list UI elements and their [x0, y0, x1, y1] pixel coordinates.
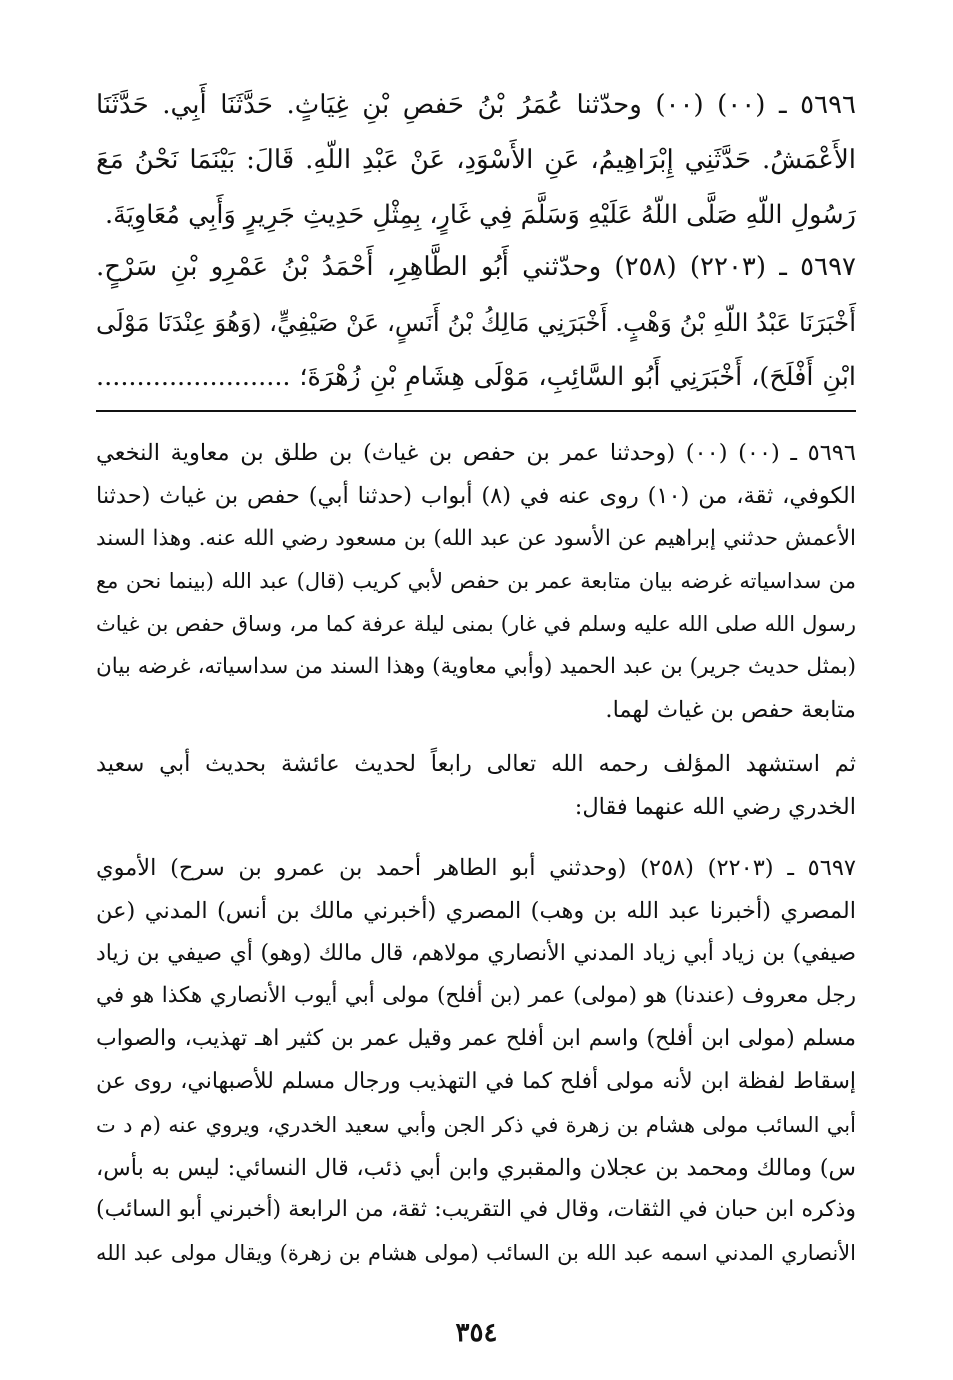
- commentary-line: مسلم (مولى ابن أفلح) واسم ابن أفلح عمر وقيل عمر بن كثير اهـ تهذيب، والصواب: [96, 1026, 856, 1052]
- hadith-line: رَسُولِ اللّهِ صَلَّى اللّهُ عَلَيْهِ وَسَلَّمَ فِي غَارٍ، بِمِثْلِ حَدِيثِ جَرِيرٍ وَأَبِي مُعَاوِيَةَ.: [105, 200, 856, 230]
- hadith-line: أَخْبَرَنَا عَبْدُ اللّهِ بْنُ وَهْبٍ. أَخْبَرَنِي مَالِكُ بْنُ أَنَسٍ، عَنْ صَيْفِيٍّ، (وَهُوَ عِنْدَنَا مَوْلَى: [96, 308, 856, 337]
- commentary-line: وذكره ابن حبان في الثقات، وقال في التقريب: ثقة، من الرابعة (أخبرني أبو السائب): [96, 1197, 856, 1223]
- commentary-line: إسقاط لفظة ابن لأنه مولى أفلح كما في التهذيب ورجال مسلم للأصبهاني، روى عن: [96, 1068, 856, 1094]
- hadith-line: الأَعْمَشُ. حَدَّثَنِي إِبْرَاهِيمُ، عَنِ الأَسْوَدِ، عَنْ عَبْدِ اللّهِ. قَالَ: بَيْنَمَا نَحْنُ مَعَ: [96, 145, 856, 175]
- commentary-line: ٥٦٩٦ ـ (٠٠) (٠٠) (وحدثنا عمر بن حفص بن غياث) بن طلق بن معاوية النخعي: [96, 440, 856, 466]
- commentary-line: الخدري رضي الله عنهما فقال:: [574, 793, 856, 820]
- footnote-divider: [96, 410, 856, 412]
- commentary-line: (بمثل حديث جرير) بن عبد الحميد (وأبي معاوية) وهذا السند من سداسياته، غرضه بيان: [96, 653, 856, 679]
- commentary-line: أبي السائب مولى هشام بن زهرة في ذكر الجن وأبي سعيد الخدري، ويروي عنه (م د ت: [96, 1112, 856, 1137]
- page-number: ٣٥٤: [455, 1318, 498, 1348]
- commentary-line: الأنصاري المدني اسمه عبد الله بن السائب (مولى هشام بن زهرة) ويقال مولى عبد الله: [96, 1241, 856, 1266]
- commentary-line: ٥٦٩٧ ـ (٢٢٠٣) (٢٥٨) (وحدثني أبو الطاهر أحمد بن عمرو بن سرح) الأموي: [96, 855, 856, 881]
- commentary-line: ثم استشهد المؤلف رحمه الله تعالى رابعاً لحديث عائشة بحديث أبي سعيد: [96, 751, 856, 777]
- commentary-line: من سداسياته غرضه بيان متابعة عمر بن حفص لأبي كريب (قال) عبد الله (بينما نحن مع: [96, 569, 856, 594]
- commentary-line: رسول الله صلى الله عليه وسلم في غار) بمنى ليلة عرفة كما مر، وساق حفص بن غياث: [96, 612, 856, 637]
- commentary-intro: [96, 743, 856, 829]
- commentary-line: رجل معروف (عندنا) هو (مولى) عمر (بن أفلح) مولى أبي أيوب الأنصاري هكذا هو في: [96, 983, 856, 1009]
- commentary-line: الكوفي، ثقة، من (١٠) روى عنه في (٨) أبواب (حدثنا أبي) حفص بن غياث (حدثنا: [96, 482, 857, 509]
- hadith-line: ٥٦٩٧ ـ (٢٢٠٣) (٢٥٨) وحدّثني أَبُو الطَّاهِرِ، أَحْمَدُ بْنُ عَمْرِو بْنِ سَرْحٍ.: [96, 252, 856, 282]
- hadith-line: ابْنِ أَفْلَحَ)، أَخْبَرَنِي أَبُو السَّائِبِ، مَوْلَى هِشَامِ بْنِ زُهْرَةَ؛ ........................: [96, 362, 856, 392]
- commentary-line: صيفي) بن زياد أبي زياد المدني الأنصاري مولاهم، قال مالك (وهو) أي صيفي بن زياد: [96, 940, 856, 966]
- hadith-line: ٥٦٩٦ ـ (٠٠) (٠٠) وحدّثنا عُمَرُ بْنُ حَفصِ بْنِ غِيَاثٍ. حَدَّثَنَا أَبِي. حَدَّثَنَا: [96, 90, 856, 120]
- commentary-line: الأعمش حدثني إبراهيم عن الأسود عن عبد الله) بن مسعود رضي الله عنه. وهذا السند: [96, 525, 856, 551]
- commentary-line: متابعة حفص بن غياث لهما.: [605, 696, 856, 723]
- commentary-5696: [96, 432, 856, 732]
- commentary-line: المصري (أخبرنا عبد الله بن وهب) المصري (أخبرني مالك بن أنس) المدني (عن: [96, 897, 856, 924]
- hadith-5696: [96, 78, 856, 243]
- hadith-5697: [96, 240, 856, 405]
- commentary-5697: [96, 847, 856, 1275]
- commentary-line: س) ومالك ومحمد بن عجلان والمقبري وابن أبي ذئب، قال النسائي: ليس به بأس،: [96, 1154, 856, 1181]
